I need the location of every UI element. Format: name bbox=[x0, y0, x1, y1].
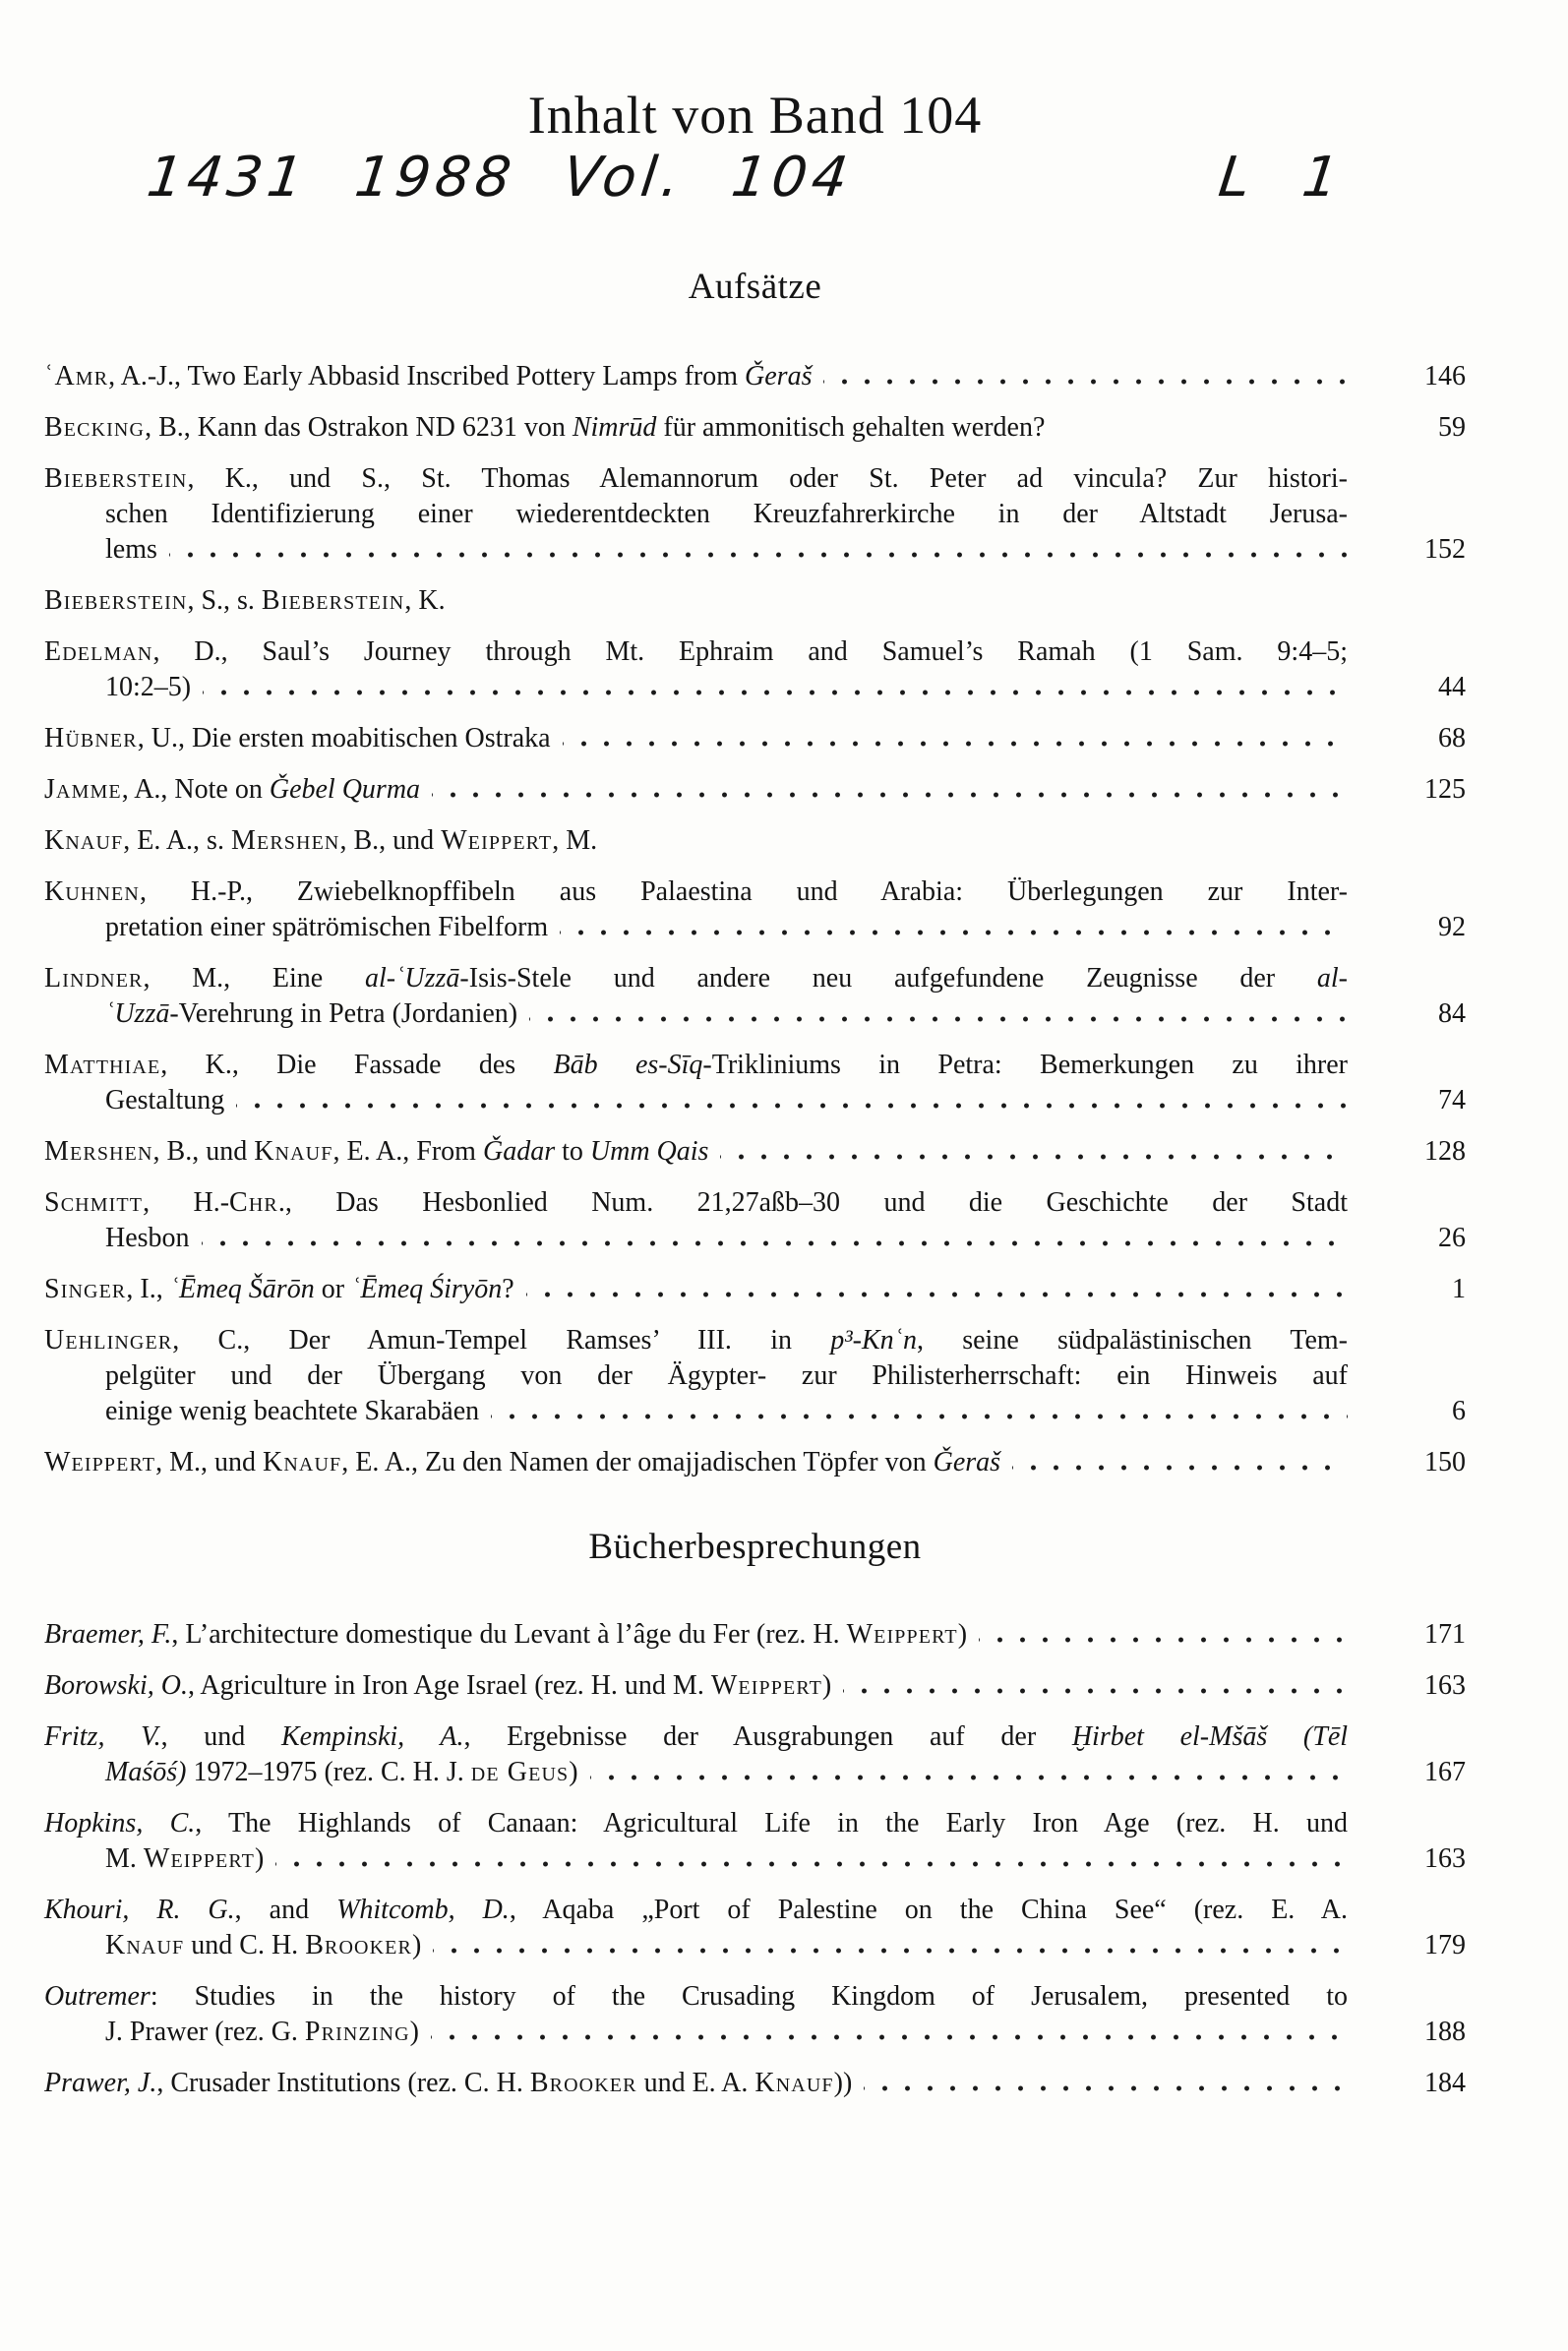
toc-entry-line bbox=[44, 1394, 1466, 1429]
entry-text-segment: Matthiae bbox=[44, 1049, 161, 1080]
dot-leader bbox=[529, 1016, 1348, 1022]
entry-text-segment: Prinzing bbox=[304, 2016, 410, 2047]
dot-leader bbox=[275, 1861, 1348, 1867]
entry-text-segment: to bbox=[555, 1135, 590, 1167]
handwritten-annotation bbox=[144, 148, 1347, 209]
entry-text-segment: , und bbox=[160, 1720, 281, 1752]
entry-text-segment: Umm Qais bbox=[589, 1135, 709, 1167]
entry-text-segment: Knauf bbox=[263, 1446, 342, 1477]
entry-text-segment: , D., Saul’s Journey through Mt. Ephraim and Samuel’s Ramah (1 Sam. 9:4–5; bbox=[152, 635, 1348, 667]
entry-text-segment: , Agriculture in Iron Age Israel (rez. H. und M. bbox=[187, 1669, 711, 1701]
entry-text-segment: 10:2–5) bbox=[105, 671, 192, 702]
toc-entry bbox=[44, 1979, 1466, 2050]
dot-leader bbox=[823, 379, 1348, 385]
entry-text bbox=[105, 670, 191, 705]
entry-text-segment: , K., und S., St. Thomas Alemannorum oder St. Peter ad vincula? Zur histori- bbox=[187, 462, 1348, 494]
entry-text-segment: , K., Die Fassade des bbox=[160, 1049, 554, 1080]
entry-text-segment: Weippert bbox=[44, 1446, 156, 1477]
toc-entry-line bbox=[44, 634, 1466, 670]
entry-text-segment: ʿĒmeq Šārōn bbox=[169, 1273, 315, 1304]
page-number: 152 bbox=[1424, 533, 1466, 565]
toc-entry bbox=[44, 2066, 1466, 2101]
entry-text-segment: ? bbox=[502, 1273, 514, 1304]
toc-entry-line bbox=[44, 1755, 1466, 1790]
page-title: Inhalt von Band 104 bbox=[527, 86, 983, 145]
toc-section-buecherbesprechungen bbox=[44, 1617, 1466, 2101]
entry-text-segment: Knauf bbox=[254, 1135, 333, 1167]
page-number: 163 bbox=[1424, 1669, 1466, 1701]
entry-text-segment: Weippert bbox=[710, 1669, 822, 1701]
entry-text-segment: Mershen bbox=[230, 824, 340, 856]
dot-leader bbox=[203, 690, 1348, 695]
page-number: 125 bbox=[1424, 773, 1466, 805]
entry-text-segment: , B., und bbox=[152, 1135, 255, 1167]
entry-text-segment: : Studies in the history of the Crusading Kingdom of Jerusalem, presented to bbox=[150, 1980, 1348, 2012]
toc-entry-line bbox=[44, 772, 1466, 808]
toc-entry-line bbox=[44, 1617, 1466, 1653]
entry-text-segment: ʿĒmeq Śiryōn bbox=[351, 1273, 503, 1304]
entry-text-segment: Mershen bbox=[44, 1135, 153, 1167]
toc-entry-line bbox=[44, 670, 1466, 705]
dot-leader bbox=[563, 741, 1348, 747]
entry-text-segment: ʿUzzā bbox=[105, 997, 170, 1029]
entry-text-segment: Bāb es-Sīq bbox=[553, 1049, 703, 1080]
entry-text-segment: , B., und bbox=[339, 824, 442, 856]
dot-leader bbox=[864, 2085, 1348, 2091]
toc-entry bbox=[44, 634, 1466, 705]
entry-text-segment: , M. bbox=[552, 824, 598, 856]
entry-text-segment: Edelman bbox=[44, 635, 153, 667]
page-number: 184 bbox=[1424, 2067, 1466, 2098]
entry-text-segment: ) bbox=[821, 1669, 832, 1701]
toc-entry-line bbox=[44, 1185, 1466, 1221]
toc-entry-line bbox=[44, 1134, 1466, 1170]
entry-text-segment: , I., bbox=[126, 1273, 170, 1304]
toc-entry-line bbox=[44, 583, 1466, 619]
toc-entry-line bbox=[44, 823, 1466, 859]
toc-entry bbox=[44, 410, 1466, 446]
entry-text-segment: Ǧadar bbox=[482, 1135, 556, 1167]
toc-entry-line bbox=[44, 1083, 1466, 1118]
entry-text-segment: , E. A., s. bbox=[123, 824, 231, 856]
entry-text bbox=[44, 876, 1348, 907]
page-number: 84 bbox=[1438, 997, 1466, 1029]
toc-entry-line bbox=[44, 1358, 1466, 1394]
entry-text bbox=[44, 359, 812, 394]
dot-leader bbox=[491, 1414, 1348, 1419]
entry-text bbox=[105, 1083, 224, 1118]
entry-text bbox=[44, 1617, 967, 1653]
entry-text bbox=[44, 1981, 1348, 2012]
entry-text bbox=[105, 1755, 578, 1790]
entry-text-segment: , Aqaba „Port of Palestine on the China See“ (rez. E. A. bbox=[509, 1894, 1348, 1925]
entry-text-segment: Ǧeraš bbox=[745, 360, 813, 392]
entry-text bbox=[44, 1668, 831, 1704]
dot-leader bbox=[433, 1948, 1348, 1954]
entry-text-segment: Weippert bbox=[846, 1618, 958, 1650]
page-number: 26 bbox=[1438, 1222, 1466, 1253]
entry-text bbox=[44, 585, 446, 616]
toc-entry bbox=[44, 823, 1466, 859]
entry-text bbox=[44, 1445, 1000, 1480]
annotation-shelf-mark: L 1 bbox=[1215, 146, 1348, 211]
toc-entry bbox=[44, 1134, 1466, 1170]
toc-entry bbox=[44, 1719, 1466, 1790]
entry-text-segment: ) bbox=[409, 2016, 419, 2047]
page-number: 146 bbox=[1424, 360, 1466, 392]
dot-leader bbox=[202, 1240, 1348, 1246]
toc-entry-line bbox=[44, 1323, 1466, 1358]
page-number: 74 bbox=[1438, 1084, 1466, 1115]
entry-text-segment: Khouri, R. G. bbox=[44, 1894, 235, 1925]
entry-text-segment: , The Highlands of Canaan: Agricultural Life in the Early Iron Age (rez. H. und bbox=[195, 1807, 1349, 1839]
toc-entry-line bbox=[44, 1272, 1466, 1307]
dot-leader bbox=[432, 792, 1348, 798]
toc-entry bbox=[44, 961, 1466, 1032]
section-heading-aufsaetze: Aufsätze bbox=[688, 266, 822, 307]
entry-text-segment: Bieberstein bbox=[261, 584, 405, 616]
dot-leader bbox=[590, 1775, 1348, 1780]
entry-text-segment: , Ergebnisse der Ausgrabungen auf der bbox=[463, 1720, 1072, 1752]
entry-text-segment: für ammonitisch gehalten werden? bbox=[656, 411, 1046, 443]
entry-text-segment: , K. bbox=[404, 584, 446, 616]
toc-entry-line bbox=[44, 1979, 1466, 2015]
toc-entry-line bbox=[44, 1928, 1466, 1963]
entry-text-segment: Chr bbox=[229, 1186, 278, 1218]
entry-text-segment: Hübner bbox=[44, 722, 138, 754]
entry-text-segment: und C. H. bbox=[184, 1929, 306, 1960]
page-number: 92 bbox=[1438, 911, 1466, 942]
entry-text bbox=[44, 772, 420, 808]
entry-text bbox=[44, 2066, 852, 2101]
entry-text bbox=[44, 1808, 1348, 1839]
entry-text-segment: ) bbox=[255, 1842, 265, 1874]
dot-leader bbox=[1012, 1465, 1348, 1471]
page-number: 179 bbox=[1424, 1929, 1466, 1960]
entry-text-segment: , H.- bbox=[143, 1186, 230, 1218]
entry-text bbox=[105, 1928, 421, 1963]
entry-text-segment: schen Identifizierung einer wiederentdeckten Kreuzfahrerkirche in der Altstadt Jerusa- bbox=[105, 498, 1348, 529]
toc-entry-line bbox=[44, 1221, 1466, 1256]
dot-leader bbox=[560, 930, 1348, 935]
toc-entry bbox=[44, 1668, 1466, 1704]
toc-entry bbox=[44, 1445, 1466, 1480]
entry-text-segment: al- bbox=[1316, 962, 1348, 994]
entry-text-segment: Braemer, F. bbox=[44, 1618, 172, 1650]
toc-section-aufsaetze bbox=[44, 359, 1466, 1480]
entry-text-segment: , A.-J., Two Early Abbasid Inscribed Pottery Lamps from bbox=[108, 360, 746, 392]
entry-text-segment: einige wenig beachtete Skarabäen bbox=[105, 1395, 480, 1426]
entry-text-segment: Bieberstein bbox=[44, 462, 188, 494]
entry-text-segment: Maśōś) bbox=[105, 1756, 187, 1787]
toc-entry bbox=[44, 1048, 1466, 1118]
toc-entry-line bbox=[44, 2066, 1466, 2101]
entry-text-segment: p³-Knʿn bbox=[830, 1324, 917, 1356]
entry-text-segment: Becking bbox=[44, 411, 146, 443]
entry-text-segment: Kuhnen bbox=[44, 875, 140, 907]
toc-entry-line bbox=[44, 1719, 1466, 1755]
entry-text-segment: und E. A. bbox=[636, 2067, 755, 2098]
entry-text-segment: Weippert bbox=[441, 824, 553, 856]
toc-entry-line bbox=[44, 1841, 1466, 1877]
entry-text-segment: Knauf bbox=[105, 1929, 185, 1960]
page-number: 163 bbox=[1424, 1842, 1466, 1874]
page-number: 188 bbox=[1424, 2016, 1466, 2047]
toc-entry bbox=[44, 583, 1466, 619]
page-number: 59 bbox=[1438, 411, 1466, 443]
entry-text-segment: or bbox=[314, 1273, 352, 1304]
toc-entry-line bbox=[44, 1048, 1466, 1083]
toc-entry-line bbox=[44, 497, 1466, 532]
entry-text-segment: al-ʿUzzā bbox=[364, 962, 460, 994]
dot-leader bbox=[720, 1154, 1348, 1160]
entry-text-segment: Whitcomb, D. bbox=[336, 1894, 510, 1925]
entry-text bbox=[44, 1721, 1348, 1752]
entry-text bbox=[105, 2015, 419, 2050]
annotation-volume-note: 1431 1988 Vol. 104 bbox=[144, 146, 856, 211]
toc-entry-line bbox=[44, 874, 1466, 910]
entry-text bbox=[44, 825, 597, 856]
entry-text-segment: Lindner bbox=[44, 962, 144, 994]
entry-text-segment: pretation einer spätrömischen Fibelform bbox=[105, 911, 549, 942]
entry-text-segment: Ǧebel Qurma bbox=[269, 773, 421, 805]
toc-entry bbox=[44, 1893, 1466, 1963]
entry-text bbox=[44, 721, 551, 756]
entry-text-segment: , B., Kann das Ostrakon ND 6231 von bbox=[145, 411, 573, 443]
entry-text bbox=[105, 1841, 264, 1877]
page-number: 128 bbox=[1424, 1135, 1466, 1167]
dot-leader bbox=[843, 1688, 1348, 1694]
entry-text bbox=[105, 1221, 190, 1256]
entry-text-segment: Nimrūd bbox=[572, 411, 657, 443]
page-number: 6 bbox=[1452, 1395, 1466, 1426]
toc-entry-line bbox=[44, 461, 1466, 497]
toc-entry-line bbox=[44, 1893, 1466, 1928]
toc-entry-line bbox=[44, 996, 1466, 1032]
page-number: 68 bbox=[1438, 722, 1466, 754]
entry-text bbox=[44, 1050, 1348, 1080]
dot-leader bbox=[169, 552, 1348, 558]
entry-text-segment: , H.-P., Zwiebelknopffibeln aus Palaestina und Arabia: Überlegungen zur Inter- bbox=[139, 875, 1348, 907]
entry-text-segment: , Crusader Institutions (rez. C. H. bbox=[156, 2067, 530, 2098]
entry-text-segment: Bieberstein bbox=[44, 584, 188, 616]
toc-entry bbox=[44, 1617, 1466, 1653]
entry-text bbox=[105, 1360, 1348, 1391]
entry-text bbox=[44, 463, 1348, 494]
entry-text-segment: -Isis-Stele und andere neu aufgefundene Zeugnisse der bbox=[459, 962, 1317, 994]
entry-text-segment: ʿAmr bbox=[44, 360, 109, 392]
entry-text-segment: -Verehrung in Petra (Jordanien) bbox=[169, 997, 518, 1029]
entry-text-segment: Ḫirbet el-Mšāš (Tēl bbox=[1071, 1720, 1349, 1752]
entry-text-segment: , seine südpalästinischen Tem- bbox=[916, 1324, 1348, 1356]
entry-text bbox=[44, 1325, 1348, 1356]
page-number: 167 bbox=[1424, 1756, 1466, 1787]
entry-text bbox=[105, 1394, 479, 1429]
entry-text-segment: Gestaltung bbox=[105, 1084, 225, 1115]
entry-text-segment: Schmitt bbox=[44, 1186, 144, 1218]
entry-text-segment: Knauf bbox=[754, 2067, 834, 2098]
toc-entry-line bbox=[44, 2015, 1466, 2050]
toc-entry-line bbox=[44, 1668, 1466, 1704]
entry-text-segment: Kempinski, A. bbox=[280, 1720, 464, 1752]
toc-entry-line bbox=[44, 721, 1466, 756]
toc-entry bbox=[44, 772, 1466, 808]
toc-entry bbox=[44, 1185, 1466, 1256]
section-heading-buecherbesprechungen: Bücherbesprechungen bbox=[588, 1526, 922, 1567]
toc-entry-line bbox=[44, 359, 1466, 394]
entry-text-segment: , E. A., Zu den Namen der omajjadischen Töpfer von bbox=[341, 1446, 934, 1477]
entry-text bbox=[105, 996, 517, 1032]
entry-text-segment: , L’architecture domestique du Levant à l’âge du Fer (rez. H. bbox=[171, 1618, 847, 1650]
entry-text bbox=[44, 963, 1348, 994]
entry-text-segment: )) bbox=[833, 2067, 853, 2098]
entry-text bbox=[44, 636, 1348, 667]
page-number: 150 bbox=[1424, 1446, 1466, 1477]
entry-text-segment: , M., Eine bbox=[143, 962, 365, 994]
dot-leader bbox=[236, 1103, 1348, 1109]
entry-text bbox=[44, 1895, 1348, 1925]
toc-entry bbox=[44, 874, 1466, 945]
entry-text-segment: ., Das Hesbonlied Num. 21,27aßb–30 und die Geschichte der Stadt bbox=[277, 1186, 1348, 1218]
entry-text-segment: , S., s. bbox=[187, 584, 262, 616]
dot-leader bbox=[431, 2034, 1348, 2040]
entry-text-segment: Outremer bbox=[44, 1980, 151, 2012]
entry-text-segment: Singer bbox=[44, 1273, 127, 1304]
toc-entry bbox=[44, 359, 1466, 394]
entry-text-segment: ) bbox=[957, 1618, 968, 1650]
entry-text bbox=[44, 1272, 514, 1307]
entry-text-segment: Prawer, J. bbox=[44, 2067, 157, 2098]
page-number: 44 bbox=[1438, 671, 1466, 702]
entry-text-segment: -Trikliniums in Petra: Bemerkungen zu ihrer bbox=[702, 1049, 1349, 1080]
entry-text-segment: ) bbox=[569, 1756, 578, 1787]
entry-text-segment: J. Prawer (rez. G. bbox=[105, 2016, 305, 2047]
entry-text bbox=[44, 1134, 708, 1170]
entry-text-segment: ) bbox=[411, 1929, 422, 1960]
entry-text-segment: 1972–1975 (rez. C. H. J. bbox=[186, 1756, 471, 1787]
entry-text-segment: , E. A., From bbox=[332, 1135, 483, 1167]
toc-entry bbox=[44, 461, 1466, 568]
entry-text-segment: de Geus bbox=[470, 1756, 570, 1787]
toc-entry-line bbox=[44, 910, 1466, 945]
entry-text bbox=[105, 499, 1348, 529]
page-number: 171 bbox=[1424, 1618, 1466, 1650]
toc-entry bbox=[44, 1272, 1466, 1307]
entry-text-segment: Knauf bbox=[44, 824, 124, 856]
entry-text-segment: M. bbox=[105, 1842, 144, 1874]
entry-text bbox=[44, 1187, 1348, 1218]
entry-text-segment: Hesbon bbox=[105, 1222, 190, 1253]
entry-text-segment: , A., Note on bbox=[121, 773, 270, 805]
entry-text bbox=[105, 910, 548, 945]
toc-entry bbox=[44, 1806, 1466, 1877]
dot-leader bbox=[979, 1637, 1348, 1643]
page-number: 1 bbox=[1452, 1273, 1466, 1304]
entry-text-segment: , and bbox=[234, 1894, 337, 1925]
entry-text-segment: Borowski, O. bbox=[44, 1669, 188, 1701]
dot-leader bbox=[526, 1292, 1348, 1297]
entry-text-segment: , U., Die ersten moabitischen Ostraka bbox=[137, 722, 551, 754]
toc-entry bbox=[44, 721, 1466, 756]
entry-text bbox=[44, 410, 1045, 446]
entry-text-segment: Ǧeraš bbox=[933, 1446, 1001, 1477]
entry-text-segment: , C., Der Amun-Tempel Ramses’ III. in bbox=[172, 1324, 831, 1356]
entry-text-segment: Brooker bbox=[529, 2067, 637, 2098]
entry-text-segment: , M., und bbox=[155, 1446, 263, 1477]
toc-entry bbox=[44, 1323, 1466, 1429]
toc-entry-line bbox=[44, 961, 1466, 996]
toc-entry-line bbox=[44, 410, 1466, 446]
entry-text-segment: Uehlinger bbox=[44, 1324, 173, 1356]
entry-text-segment: pelgüter und der Übergang von der Ägypter- zur Philisterherrschaft: ein Hinweis auf bbox=[105, 1359, 1348, 1391]
entry-text-segment: Fritz, V. bbox=[44, 1720, 161, 1752]
entry-text-segment: Hopkins, C. bbox=[44, 1807, 196, 1839]
entry-text-segment: Weippert bbox=[143, 1842, 255, 1874]
entry-text-segment: Brooker bbox=[305, 1929, 412, 1960]
entry-text-segment: lems bbox=[105, 533, 157, 565]
toc-entry-line bbox=[44, 1806, 1466, 1841]
entry-text bbox=[105, 532, 157, 568]
toc-entry-line bbox=[44, 532, 1466, 568]
toc-entry-line bbox=[44, 1445, 1466, 1480]
entry-text-segment: Jamme bbox=[44, 773, 122, 805]
